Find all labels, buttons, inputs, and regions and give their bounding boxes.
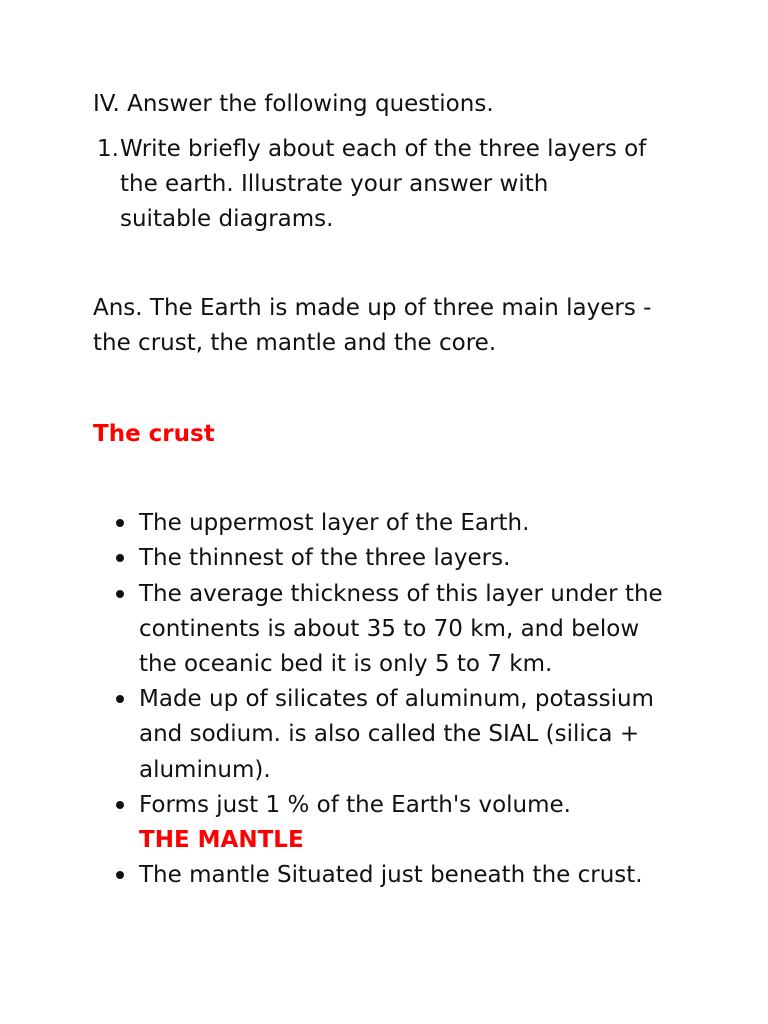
list-item: The uppermost layer of the Earth. [139,510,530,536]
list-item-continuation: the oceanic bed it is only 5 to 7 km. [139,651,553,677]
bullet-marker [116,695,124,703]
list-item-continuation: and sodium. is also called the SIAL (silica + [139,721,640,747]
question-line: suitable diagrams. [120,206,334,232]
bullet-marker [116,554,124,562]
bullet-marker [116,871,124,879]
section-title: IV. Answer the following questions. [93,91,494,117]
question-line: Write briefly about each of the three layers of [120,136,647,162]
list-item: Forms just 1 % of the Earth's volume. [139,792,571,818]
bullet-marker [116,801,124,809]
list-item: The mantle Situated just beneath the crust. [139,862,643,888]
list-item: The average thickness of this layer under the [139,581,663,607]
crust-heading: The crust [93,421,215,447]
bullet-marker [116,519,124,527]
answer-line: Ans. The Earth is made up of three main layers - [93,295,652,321]
answer-line: the crust, the mantle and the core. [93,330,497,356]
list-item-continuation: aluminum). [139,757,271,783]
bullet-marker [116,590,124,598]
list-item: Made up of silicates of aluminum, potassium [139,686,654,712]
question-line: the earth. Illustrate your answer with [120,171,549,197]
mantle-heading: THE MANTLE [139,827,304,853]
list-item-continuation: continents is about 35 to 70 km, and below [139,616,640,642]
list-item: The thinnest of the three layers. [139,545,511,571]
question-number: 1. [97,136,119,162]
